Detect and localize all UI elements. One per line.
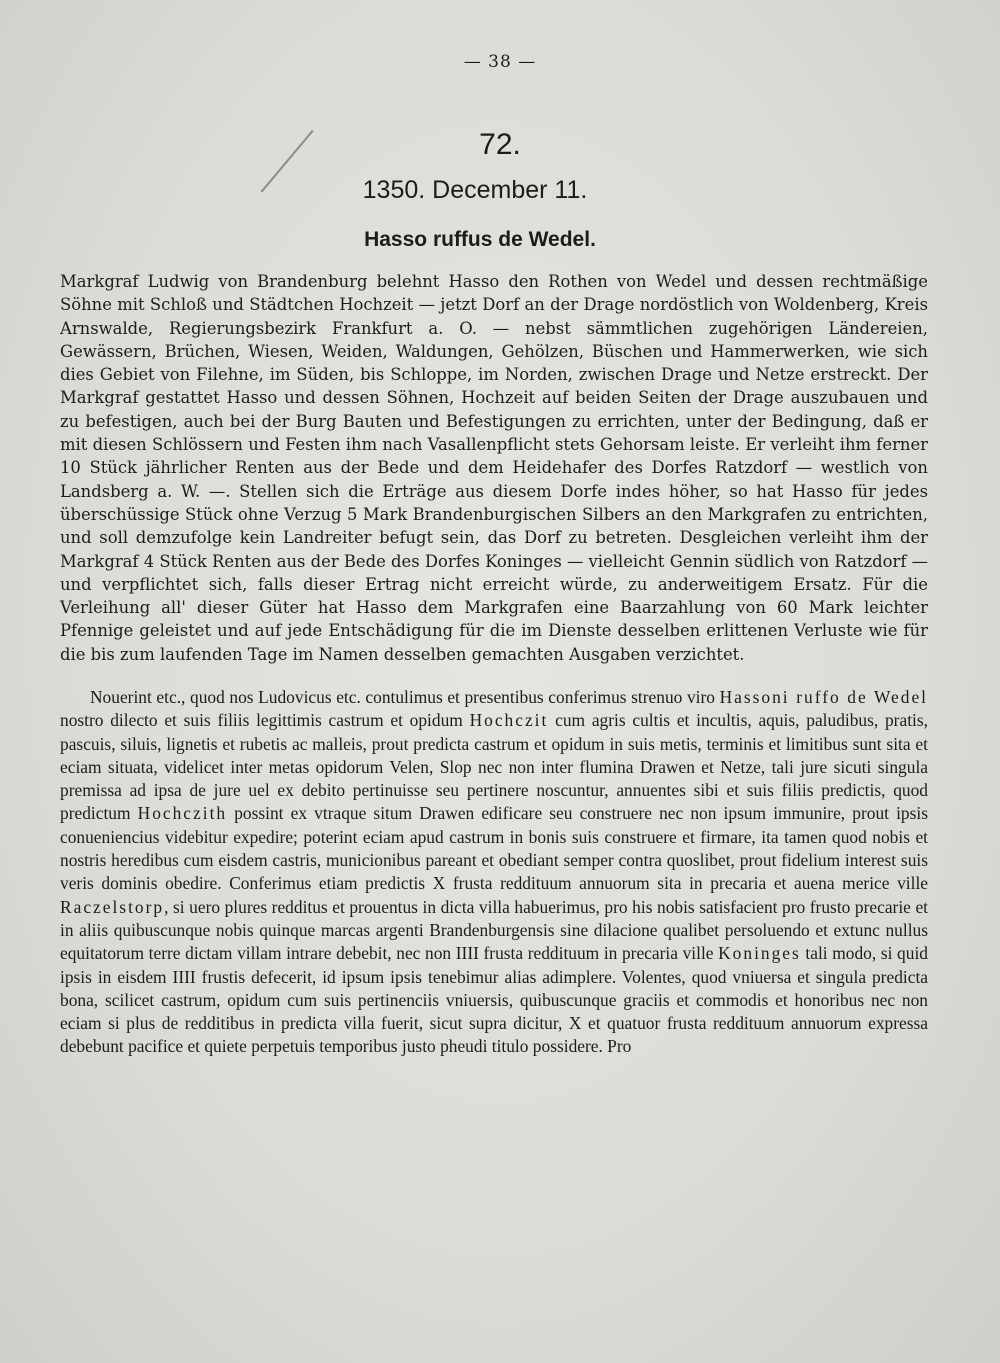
place-name: Koninges — [718, 943, 801, 964]
latin-text — [60, 686, 928, 1059]
latin-text-part: tali modo, si quid ipsis in eisdem IIII frustis defecerit, id ipsum ipsis tenebimur alias adimplere. Volentes, quod vniuersa et singula predicta bona, scilicet castrum, opidum cum suis pertinenciis vniuersis, quibuscunque graciis et commodis et honoribus nec non eciam si plus de redditibus in predicta villa fuerit, sicut supra dicitur, X et quatuor frusta reddituum annuorum expressa debebunt pacifice et quiete perpetuis temporibus justo pheudi titulo possidere. Pro — [60, 943, 928, 1057]
person-name: Hassoni ruffo de Wedel — [719, 687, 928, 707]
document-heading: Hasso ruffus de Wedel. — [364, 228, 596, 251]
latin-text-part: possint ex vtraque situm Drawen edificare seu construere nec non ipsum immunire, prout ipsis conueniencius videbitur expedire; poterint eciam apud castrum in bonis suis construere et firmare, ita tamen quod nobis et nostris heredibus cum eisdem castris, municionibus pareant et obediant semper contra quoslibet, prout fidelium interest suis veris dominis obedire. Conferimus etiam predictis X frusta reddituum annuorum sita in precaria et auena merice ville — [60, 803, 928, 894]
page-number: — 38 — — [463, 52, 537, 72]
place-name: Raczelstorp — [60, 896, 165, 917]
document-number: 72. — [479, 128, 521, 161]
place-name: Hochczith — [137, 803, 228, 824]
latin-text-part: cum agris cultis et incultis, aquis, paludibus, pratis, pascuis, siluis, lignetis et rubetis ac malleis, prout predicta castrum et opidum in suis metis, terminis et limitibus sunt sita et eciam situata, videlicet inter metas opidorum Velen, Slop nec non inter flumina Drawen et Netze, tali jure sicuti singula premissa ad ipsa de jure uel ex debito pertinuisse seu pertinere noscuntur, annuentes sibi et suis filiis predictis, quod predictum — [60, 710, 928, 824]
latin-text-part: , si uero plures redditus et prouentus in dicta villa habuerimus, pro his nobis satisfacient pro frusto precarie et in aliis quibuscunque nobis quinque marcas argenti Brandenburgensis sine dilacione qualibet persoluendo et extunc nullus equitatorum terre dictam villam intrare debebit, nec non IIII frusta reddituum in precaria ville — [60, 896, 928, 964]
place-name: Hochczit — [469, 710, 549, 731]
latin-text-part: Nouerint etc., quod nos Ludovicus etc. contulimus et presentibus conferimus strenuo viro — [90, 687, 715, 707]
document-date: 1350. December 11. — [362, 176, 588, 204]
latin-text-part: nostro dilecto et suis filiis legittimis castrum et opidum — [60, 710, 463, 731]
german-summary: Markgraf Ludwig von Brandenburg belehnt Hasso den Rothen von Wedel und dessen rechtmäßige Söhne mit Schloß und Städtchen Hochzeit — jetzt Dorf an der Drage nordöstlich von Woldenberg, Kreis Arnswalde, Regierungsbezirk Frankfurt a. O. — nebst sämmtlichen zugehörigen Ländereien, Gewässern, Brüchen, Wiesen, Weiden, Waldungen, Gehölzen, Büschen und Hammerwerken, wie sich dies Gebiet von Filehne, im Süden, bis Schloppe, im Norden, zwischen Drage und Netze erstreckt. Der Markgraf gestattet Hasso und dessen Söhnen, Hochzeit auf beiden Seiten der Drage auszubauen und zu befestigen, auch bei der Burg Bauten und Befestigungen zu errichten, unter der Bedingung, daß er mit diesen Schlössern und Festen ihm nach Vasallenpflicht stets Gehorsam leiste. Er verleiht ihm ferner 10 Stück jährlicher Renten aus der Bede und dem Heidehafer des Dorfes Ratzdorf — westlich von Landsberg a. W. —. Stellen sich die Erträge aus diesem Dorfe indes höher, so hat Hasso für jedes überschüssige Stück ohne Verzug 5 Mark Brandenburgischen Silbers an den Markgrafen zu entrichten, und soll demzufolge kein Landreiter befugt sein, das Dorf zu betreten. Desgleichen verleiht ihm der Markgraf 4 Stück Renten aus der Bede des Dorfes Koninges — vielleicht Gennin südlich von Ratzdorf — und verpflichtet sich, falls dieser Ertrag nicht erreicht würde, zu anderweitigem Ersatz. Für die Verleihung all' dieser Güter hat Hasso dem Markgrafen eine Baarzahlung von 60 Mark leichter Pfennige geleistet und auf jede Entschädigung für die im Dienste desselben erlittenen Verluste wie für die bis zum laufenden Tage im Namen desselben gemachten Ausgaben verzichtet. — [60, 272, 928, 664]
